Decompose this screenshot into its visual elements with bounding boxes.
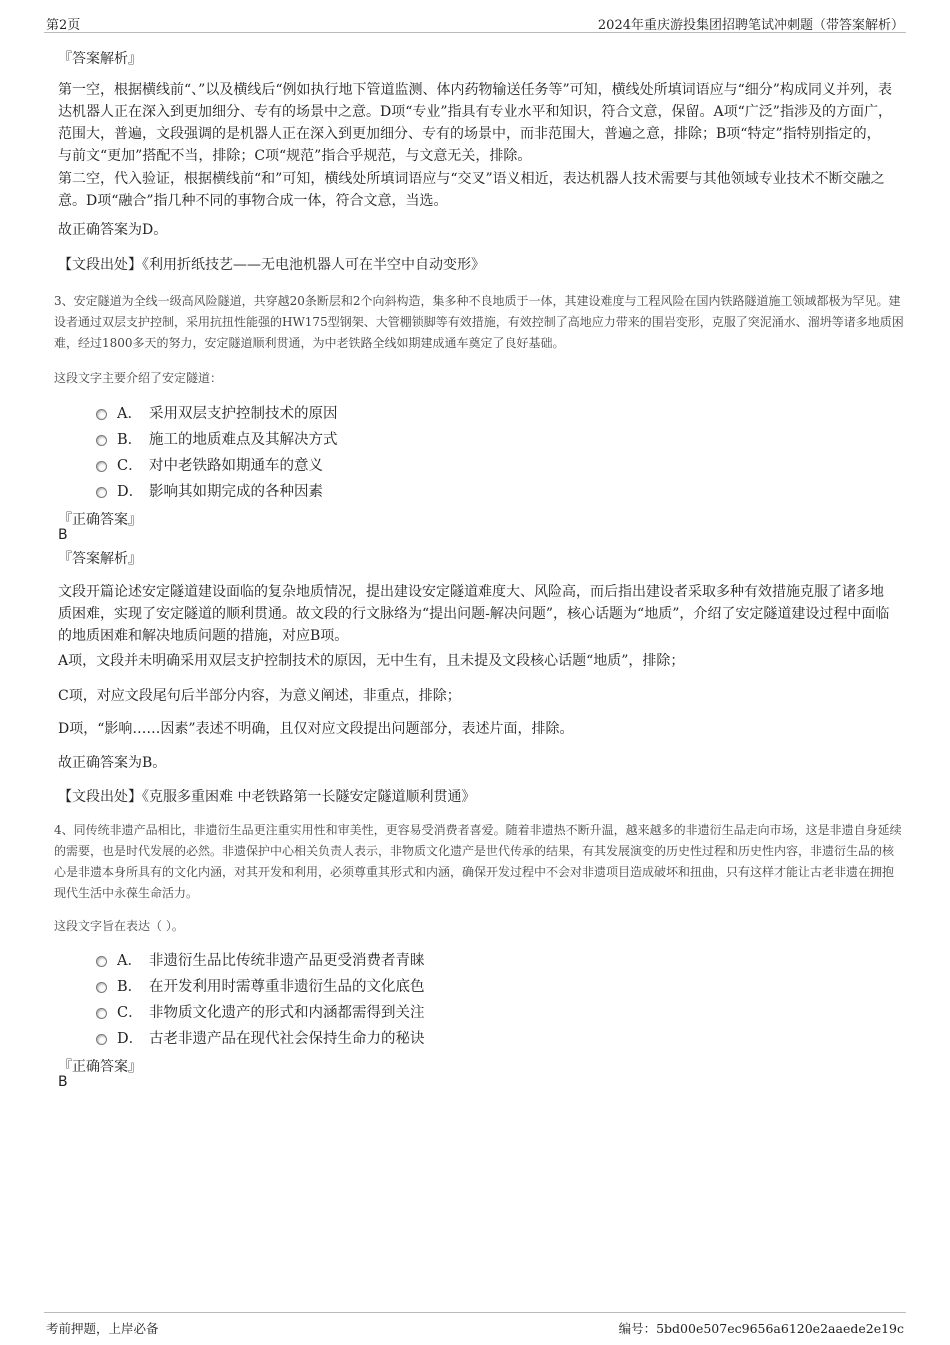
q3-option-b[interactable]: B． 施工的地质难点及其解决方式 <box>96 428 338 449</box>
q2-analysis-para1: 第一空，根据横线前“、”以及横线后“例如执行地下管道监测、体内药物输送任务等”可知，横线处所填词语应与“细分”构成同义并列，表达机器人正在深入到更加细分、专有的场景中之意。D项“专业”指具有专业水平和知识，符合文意，保留。A项“广泛”指涉及的方面广，范围大，普遍，文段强调的是机器人正在深入到更加细分、专有的场景中，而非范围大，普遍之意，排除；B项“特定”指特别指定的，与前文“更加”搭配不当，排除；C项“规范”指合乎规范，与文意无关，排除。 <box>58 82 892 164</box>
page-number: 第2页 <box>46 18 81 33</box>
q4-option-a[interactable]: A． 非遗衍生品比传统非遗产品更受消费者青睐 <box>96 949 425 970</box>
footer-slogan: 考前押题，上岸必备 <box>46 1321 159 1336</box>
q4-option-c[interactable]: C． 非物质文化遗产的形式和内涵都需得到关注 <box>96 1001 425 1022</box>
page-footer <box>44 1312 906 1337</box>
radio-icon[interactable] <box>96 956 107 967</box>
radio-icon[interactable] <box>96 982 107 993</box>
q3-option-d[interactable]: D． 影响其如期完成的各种因素 <box>96 480 323 501</box>
q3-analysis-para1: 文段开篇论述安定隧道建设面临的复杂地质情况，提出建设安定隧道难度大、风险高，而后指出建设者采取多种有效措施克服了诸多地质困难，实现了安定隧道的顺利贯通。故文段的行文脉络为“提出问题-解决问题”，核心话题为“地质”，介绍了安定隧道建设过程中面临的地质困难和解决地质问题的措施，对应B项。 <box>58 584 890 644</box>
q4-option-d[interactable]: D． 古老非遗产品在现代社会保持生命力的秘诀 <box>96 1027 425 1048</box>
radio-icon[interactable] <box>96 1008 107 1019</box>
radio-icon[interactable] <box>96 1034 107 1045</box>
radio-icon[interactable] <box>96 487 107 498</box>
q3-answer-label: 『正确答案』 <box>58 512 142 528</box>
q2-source: 【文段出处】《利用折纸技艺——无电池机器人可在半空中自动变形》 <box>58 257 485 273</box>
q3-source: 【文段出处】《克服多重困难 中老铁路第一长隧安定隧道顺利贯通》 <box>58 789 476 805</box>
q3-conclusion: 故正确答案为B。 <box>58 755 167 771</box>
radio-icon[interactable] <box>96 461 107 472</box>
q4-option-b[interactable]: B． 在开发利用时需尊重非遗衍生品的文化底色 <box>96 975 425 996</box>
q2-analysis-para2: 第二空，代入验证，根据横线前“和”可知，横线处所填词语应与“交叉”语义相近，表达机器人技术需要与其他领域专业技术不断交融之意。D项“融合”指几种不同的事物合成一体，符合文意，当选。 <box>58 171 885 209</box>
radio-icon[interactable] <box>96 409 107 420</box>
q3-analysis-para2: A项，文段并未明确采用双层支护控制技术的原因，无中生有，且未提及文段核心话题“地质”，排除； <box>58 653 685 669</box>
q2-conclusion: 故正确答案为D。 <box>58 222 168 238</box>
q3-analysis-para3: C项，对应文段尾句后半部分内容，为意义阐述，非重点，排除； <box>58 688 461 704</box>
q3-analysis-para4: D项，“影响……因素”表述不明确，且仅对应文段提出问题部分，表述片面，排除。 <box>58 721 574 737</box>
document-id: 编号：5bd00e507ec9656a6120e2aaede2e19c <box>618 1321 904 1336</box>
q3-option-c[interactable]: C． 对中老铁路如期通车的意义 <box>96 454 323 475</box>
page-header <box>44 12 906 33</box>
q4-stem: 这段文字旨在表达（ ）。 <box>54 919 184 933</box>
q3-answer: B <box>58 527 68 543</box>
q4-passage: 4、同传统非遗产品相比，非遗衍生品更注重实用性和审美性，更容易受消费者喜爱。随着非遗热不断升温，越来越多的非遗衍生品走向市场，这是非遗自身延续的需要，也是时代发展的必然。非遗保护中心相关负责人表示，非物质文化遗产是世代传承的结果，有其发展演变的历史性过程和历史性内容，非遗衍生品的核心是非遗本身所具有的文化内涵，对其开发和利用，必须尊重其形式和内涵，确保开发过程中不会对非遗项目造成破坏和扭曲，只有这样才能让古老非遗在拥抱现代生活中永葆生命活力。 <box>54 823 902 900</box>
q3-stem: 这段文字主要介绍了安定隧道： <box>54 371 223 385</box>
q3-passage: 3、安定隧道为全线一级高风险隧道，共穿越20条断层和2个向斜构造，集多种不良地质于一体，其建设难度与工程风险在国内铁路隧道施工领域都极为罕见。建设者通过双层支护控制，采用抗扭性能强的HW175型钢架、大管棚锁脚等有效措施，有效控制了高地应力带来的围岩变形，克服了突泥涌水、溜坍等诸多地质困难，经过1800多天的努力，安定隧道顺利贯通，为中老铁路全线如期建成通车奠定了良好基础。 <box>54 294 904 350</box>
q3-option-a[interactable]: A． 采用双层支护控制技术的原因 <box>96 402 338 423</box>
radio-icon[interactable] <box>96 435 107 446</box>
document-title: 2024年重庆游投集团招聘笔试冲刺题（带答案解析） <box>597 18 904 33</box>
q4-answer: B <box>58 1074 68 1090</box>
q4-answer-label: 『正确答案』 <box>58 1059 142 1075</box>
q2-analysis-label: 『答案解析』 <box>58 51 142 67</box>
q3-analysis-label: 『答案解析』 <box>58 551 142 567</box>
